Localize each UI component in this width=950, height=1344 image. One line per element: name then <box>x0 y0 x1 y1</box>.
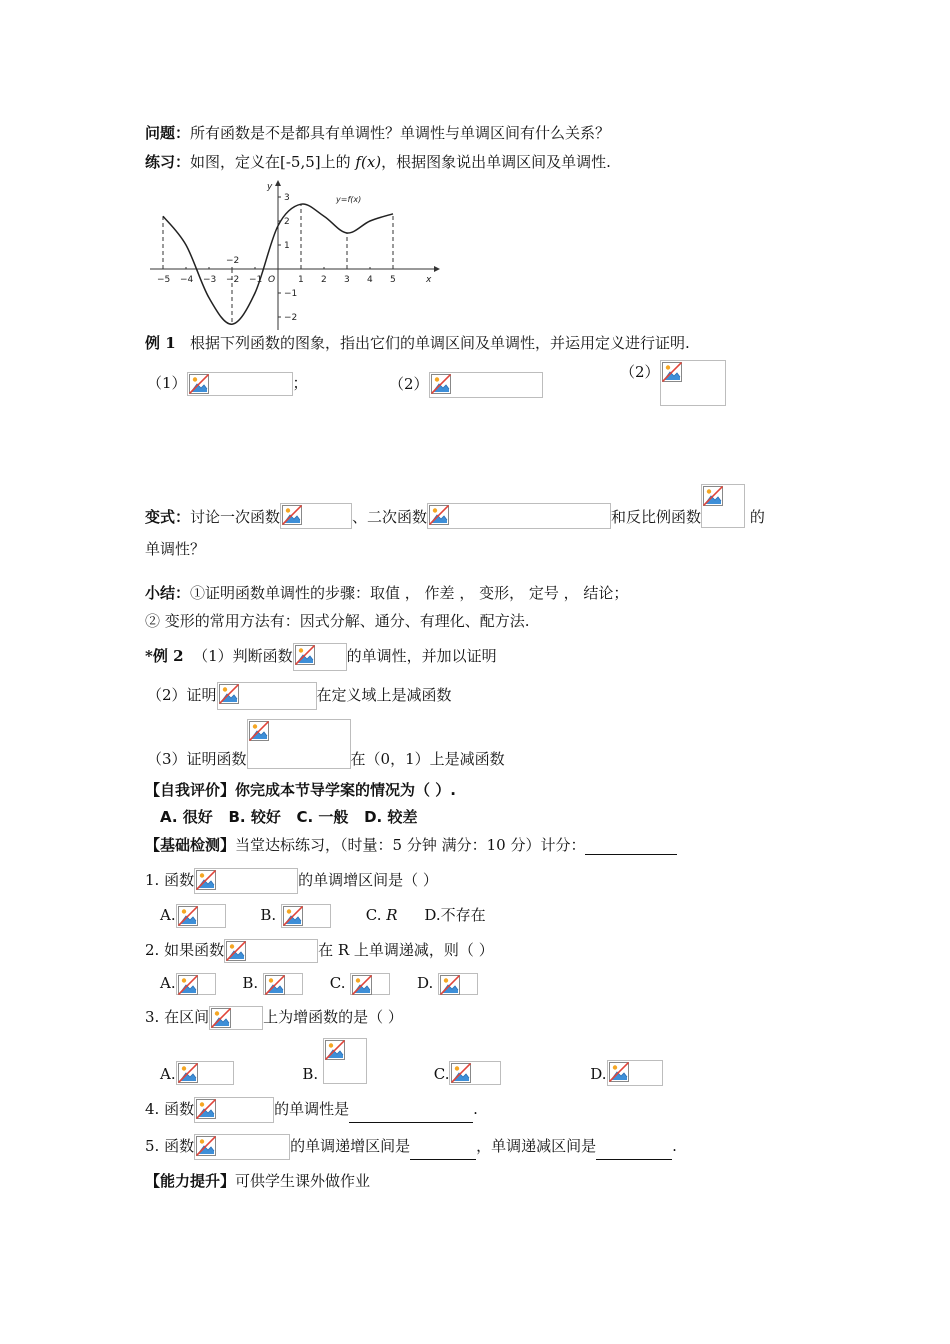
formula-image <box>701 484 745 528</box>
q3-opt-a: A. <box>160 1065 176 1083</box>
variant-label: 变式： <box>145 508 191 526</box>
example1-line <box>145 333 690 353</box>
example1-item1 <box>147 372 308 396</box>
minus2-top-label: −2 <box>226 256 240 266</box>
example2-item2 <box>147 682 452 710</box>
summary-line2: ② 变形的常用方法有：因式分解、通分、有理化、配方法. <box>145 612 530 630</box>
formula-image <box>263 973 303 995</box>
practice-label: 练习： <box>145 153 191 171</box>
formula-image <box>176 904 226 928</box>
formula-image <box>293 643 347 671</box>
summary-label: 小结： <box>145 584 191 602</box>
summary-line1 <box>145 583 628 603</box>
variant-text3: 的 <box>749 508 765 526</box>
graph-axes <box>150 180 440 330</box>
q3-post: 上为增函数的是（ ） <box>263 1008 403 1026</box>
example1-item3-num: （2） <box>620 363 660 381</box>
formula-image <box>281 904 331 928</box>
q1-line <box>145 868 438 894</box>
q1-post: 的单调增区间是（ ） <box>298 871 438 889</box>
x-tick-label: 1 <box>298 275 304 285</box>
q5-line <box>145 1134 677 1160</box>
q3-pre: 3. 在区间 <box>145 1008 210 1026</box>
origin-label: O <box>268 275 276 285</box>
y-axis-label: y <box>267 182 273 192</box>
q2-post: 在 R 上单调递减，则（ ） <box>318 941 494 959</box>
variant-text1: 讨论一次函数 <box>190 508 281 526</box>
formula-image <box>280 503 352 529</box>
q3-opt-b: B. <box>302 1065 319 1083</box>
example2-item3-post: 在（0，1）上是减函数 <box>350 750 505 768</box>
q1-opt-b: B. <box>260 906 277 924</box>
formula-image <box>176 1061 234 1085</box>
function-graph <box>148 178 443 333</box>
q3-opt-d: D. <box>590 1065 607 1083</box>
formula-image <box>429 372 543 398</box>
q2-options <box>160 973 478 995</box>
q3-line <box>145 1006 403 1030</box>
q3-opt-c: C. <box>433 1065 450 1083</box>
example2-label: *例 2 <box>145 647 184 665</box>
example2-item1 <box>145 643 497 671</box>
example2-item2-pre: （2）证明 <box>147 686 217 704</box>
y-axis-arrow <box>275 180 281 186</box>
x-tick-label: 3 <box>344 275 350 285</box>
basic-test-label: 【基础检测】 <box>145 836 236 854</box>
x-tick-label: 2 <box>321 275 327 285</box>
q5-mid: 的单调递增区间是 <box>290 1137 411 1155</box>
example1-item2-num: （2） <box>389 375 429 393</box>
formula-image <box>247 719 351 769</box>
q5-end: . <box>672 1137 677 1155</box>
variant-text2: 和反比例函数 <box>611 508 702 526</box>
q4-end: . <box>473 1100 478 1118</box>
q5-mid2: ，单调递减区间是 <box>476 1137 597 1155</box>
formula-image <box>176 973 216 995</box>
formula-image <box>187 372 293 396</box>
y-tick-label: −1 <box>284 289 298 299</box>
x-tick-label: −5 <box>157 275 171 285</box>
q5-increase-blank[interactable] <box>410 1159 476 1160</box>
score-blank[interactable] <box>585 854 677 855</box>
example2-item3 <box>147 719 505 771</box>
q1-options <box>160 904 486 928</box>
ability-text: 可供学生课外做作业 <box>235 1172 371 1190</box>
q1-opt-c-value: R <box>386 906 398 924</box>
q2-opt-b: B. <box>242 974 259 992</box>
x-axis-label: x <box>426 275 432 285</box>
formula-image <box>350 973 390 995</box>
q4-post: 的单调性是 <box>274 1100 350 1118</box>
question-label: 问题： <box>145 124 191 142</box>
formula-image <box>660 360 726 406</box>
q5-decrease-blank[interactable] <box>596 1159 672 1160</box>
q1-pre: 1. 函数 <box>145 871 195 889</box>
q2-pre: 2. 如果函数 <box>145 941 225 959</box>
basic-test-line <box>145 835 677 855</box>
curve-label: y=f(x) <box>336 195 362 204</box>
example1-item3 <box>620 360 726 406</box>
q1-opt-a: A. <box>160 906 176 924</box>
x-tick-label: −2 <box>226 275 240 285</box>
y-tick-label: −2 <box>284 313 298 323</box>
example2-item3-pre: （3）证明函数 <box>147 750 247 768</box>
q4-answer-blank[interactable] <box>349 1122 473 1123</box>
formula-image <box>194 868 298 894</box>
y-tick-label: 2 <box>284 217 290 227</box>
practice-text-pre: 如图，定义在[-5,5]上的 <box>190 153 356 171</box>
q2-line <box>145 939 494 963</box>
x-tick-label: −3 <box>203 275 217 285</box>
x-tick-label: 4 <box>367 275 373 285</box>
q2-opt-c: C. <box>329 974 346 992</box>
q1-opt-c: C. <box>365 906 382 924</box>
y-tick-label: 1 <box>284 241 290 251</box>
q3-options <box>160 1038 663 1084</box>
formula-image <box>427 503 611 529</box>
q4-pre: 4. 函数 <box>145 1100 195 1118</box>
practice-line <box>145 152 611 172</box>
variant-sep: 、二次函数 <box>352 508 428 526</box>
question-text: 所有函数是不是都具有单调性？单调性与单调区间有什么关系？ <box>190 124 611 142</box>
formula-image <box>194 1134 290 1160</box>
ability-line <box>145 1171 370 1191</box>
formula-image <box>449 1061 501 1085</box>
ability-label: 【能力提升】 <box>145 1172 236 1190</box>
example1-item2 <box>389 372 543 398</box>
formula-image <box>217 682 317 710</box>
formula-image <box>224 939 318 963</box>
variant-line2: 单调性？ <box>145 540 206 558</box>
practice-fx: f(x) <box>355 153 382 171</box>
example1-label: 例 1 <box>145 334 176 352</box>
formula-image <box>607 1060 663 1086</box>
summary-text1: ①证明函数单调性的步骤：取值 ， 作差 ， 变形， 定号 ， 结论； <box>190 584 629 602</box>
q2-opt-a: A. <box>160 974 176 992</box>
example2-item1-pre: （1）判断函数 <box>193 647 293 665</box>
formula-image <box>438 973 478 995</box>
y-tick-label: 3 <box>284 193 290 203</box>
self-eval-line: 【自我评价】你完成本节导学案的情况为（ ）. <box>145 781 456 799</box>
basic-test-text: 当堂达标练习，（时量：5 分钟 满分：10 分）计分： <box>235 836 586 854</box>
q5-pre: 5. 函数 <box>145 1137 195 1155</box>
formula-image <box>323 1038 367 1084</box>
q1-opt-d: D.不存在 <box>424 906 486 924</box>
example1-item1-sep: ； <box>292 374 308 392</box>
variant-line <box>145 484 765 530</box>
example1-item1-num: （1） <box>147 374 187 392</box>
x-axis-arrow <box>434 266 440 272</box>
q4-line <box>145 1097 478 1123</box>
formula-image <box>209 1006 263 1030</box>
example2-item1-post: 的单调性，并加以证明 <box>346 647 497 665</box>
graph-labels <box>157 182 432 323</box>
x-tick-label: −1 <box>249 275 263 285</box>
example2-item2-post: 在定义域上是减函数 <box>316 686 452 704</box>
self-eval-options: A. 很好 B. 较好 C. 一般 D. 较差 <box>160 808 418 826</box>
example1-text: 根据下列函数的图象，指出它们的单调区间及单调性，并运用定义进行证明. <box>189 334 690 352</box>
x-tick-label: −4 <box>180 275 194 285</box>
formula-image <box>194 1097 274 1123</box>
question-line <box>145 123 610 143</box>
x-tick-label: 5 <box>390 275 396 285</box>
practice-text-post: ，根据图象说出单调区间及单调性. <box>381 153 611 171</box>
q2-opt-d: D. <box>417 974 434 992</box>
